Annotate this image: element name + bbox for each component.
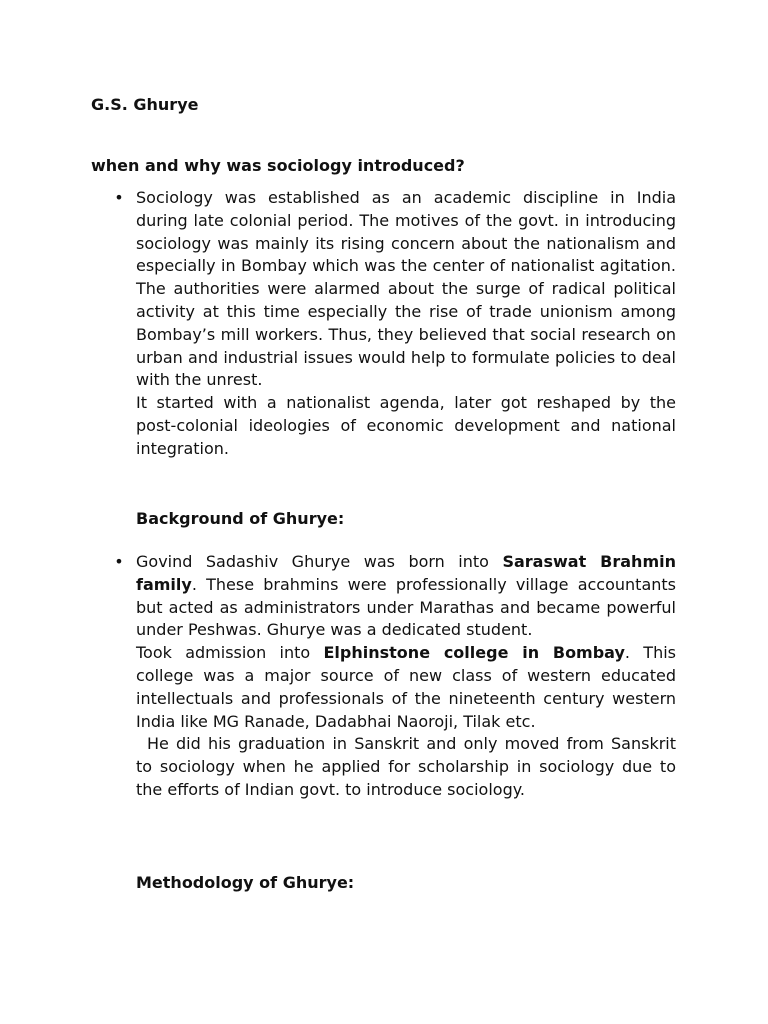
paragraph-text-part: . These brahmins were professionally village accountants but acted as administrators under Marathas and became powerful under Peshwas. Ghurye was a dedicated student.: [136, 574, 676, 640]
methodology-heading: Methodology of Ghurye:: [136, 873, 355, 892]
paragraph-text: He did his graduation in Sanskrit and only moved from Sanskrit to sociology when he applied for scholarship in sociology due to the efforts of Indian govt. to introduce sociology.: [136, 734, 676, 799]
paragraph-text-part: Took admission into: [136, 643, 324, 663]
bold-text: Elphinstone college in Bombay: [323, 643, 625, 663]
paragraph-text-part: . This college was a major source of new class of western educated intellectuals and professionals of the nineteenth century western India like MG Ranade, Dadabhai Naoroji, Tilak etc.: [136, 643, 677, 731]
document-title: G.S. Ghurye: [91, 95, 199, 114]
question-heading: when and why was sociology introduced?: [91, 156, 465, 175]
background-heading: Background of Ghurye:: [136, 509, 345, 528]
bullet-icon: •: [114, 188, 124, 207]
paragraph-text: [136, 642, 676, 733]
paragraph-text: [136, 551, 676, 642]
paragraph-text: Sociology was established as an academic discipline in India during late colonial period. The motives of the govt. in introducing sociology was mainly its rising concern about the nationalism and especially in Bombay which was the center of nationalist agitation. The authorities were alarmed about the surge of radical political activity at this time especially the rise of trade unionism among Bombay’s mill workers. Thus, they believed that social research on urban and industrial issues would help to formulate policies to deal with the unrest.: [136, 188, 676, 390]
bullet-item-ghurye-background: [114, 551, 677, 802]
bullet-item-sociology-introduction: [114, 187, 676, 461]
paragraph-text-part: Govind Sadashiv Ghurye was born into: [136, 552, 503, 571]
bullet-icon: •: [114, 552, 124, 571]
paragraph-text: It started with a nationalist agenda, later got reshaped by the post-colonial ideologies of economic development and national integration.: [136, 393, 676, 458]
bold-text: Saraswat Brahmin family: [136, 552, 676, 594]
